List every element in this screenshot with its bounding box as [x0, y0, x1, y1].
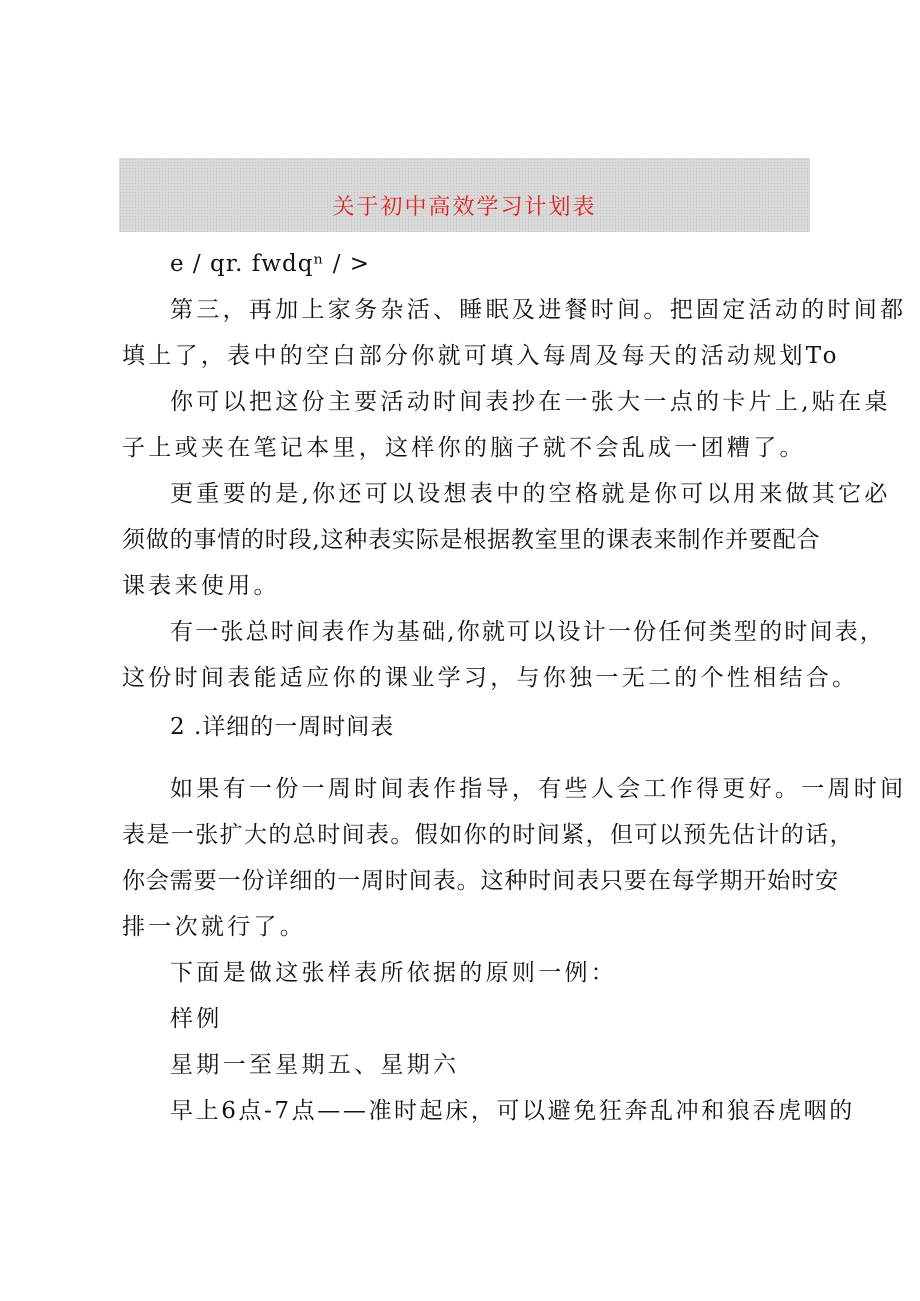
paragraph-line: 星期一至星期五、星期六: [170, 1052, 460, 1078]
section-heading: 2 .详细的一周时间表: [170, 714, 395, 740]
paragraph-line: 填上了，表中的空白部分你就可填入每周及每天的活动规划To: [122, 343, 840, 369]
paragraph-line: 须做的事情的时段,这种表实际是根据教室里的课表来制作并要配合: [122, 527, 821, 553]
paragraph-line: 更重要的是,你还可以设想表中的空格就是你可以用来做其它必: [170, 481, 891, 507]
document-title: 关于初中高效学习计划表: [332, 194, 597, 220]
paragraph-line: 早上6点-7点——准时起床，可以避免狂奔乱冲和狼吞虎咽的: [170, 1098, 855, 1124]
paragraph-line: 这份时间表能适应你的课业学习，与你独一无二的个性相结合。: [122, 665, 859, 691]
paragraph-line: 有一张总时间表作为基础,你就可以设计一份任何类型的时间表，: [170, 619, 886, 645]
paragraph-line: 你可以把这份主要活动时间表抄在一张大一点的卡片上,贴在桌: [170, 389, 891, 415]
title-banner: [119, 158, 810, 232]
paragraph-line: 课表来使用。: [122, 573, 280, 599]
paragraph-line: 子上或夹在笔记本里，这样你的脑子就不会乱成一团糟了。: [122, 435, 806, 461]
paragraph-line: 下面是做这张样表所依据的原则一例：: [170, 960, 618, 986]
paragraph-line: 表是一张扩大的总时间表。假如你的时间紧，但可以预先估计的话，: [122, 822, 854, 848]
paragraph-line: 第三，再加上家务杂活、睡眠及进餐时间。把固定活动的时间都: [170, 297, 907, 323]
paragraph-line: 样例: [170, 1006, 223, 1032]
paragraph-line: 如果有一份一周时间表作指导，有些人会工作得更好。一周时间: [170, 776, 907, 802]
paragraph-line: 排一次就行了。: [122, 914, 307, 940]
code-line: e / qr. fwdqⁿ / >: [170, 251, 371, 277]
paragraph-line: 你会需要一份详细的一周时间表。这种时间表只要在每学期开始时安: [122, 868, 839, 894]
